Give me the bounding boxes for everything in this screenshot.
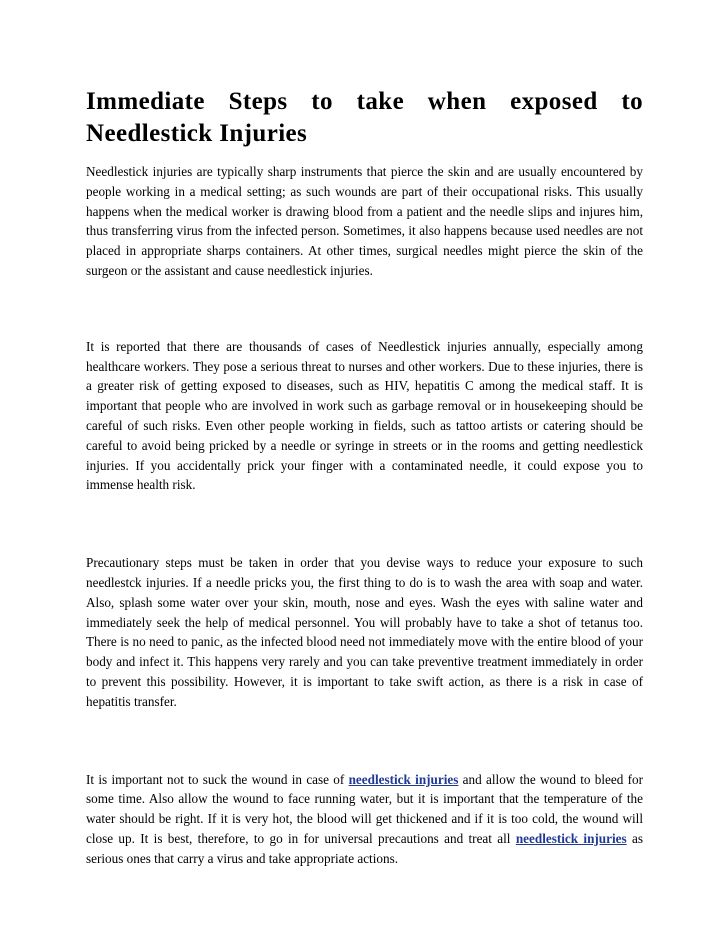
document-page [86,86,643,869]
document-title-line-2: Needlestick Injuries [86,120,308,147]
document-title-line-1: Immediate Steps to take when exposed to [86,88,643,115]
document-title [86,86,643,150]
paragraph-wound-care-text-3: as serious ones that carry a virus and take appropriate actions. [86,830,643,866]
paragraph-definition: Needlestick injuries are typically sharp instruments that pierce the skin and are usually encountered by people working in a medical setting; as such wounds are part of their occupational risks. This usually happens when the medical worker is drawing blood from a patient and the needle slips and injures him, thus transferring virus from the infected person. Sometimes, it also happens because used needles are not placed in appropriate sharps containers. At other times, surgical needles might pierce the skin of the surgeon or the assistant and cause needlestick injuries. [86,164,643,278]
needlestick-injuries-link-2[interactable]: needlestick injuries [515,830,627,846]
paragraph-statistics: It is reported that there are thousands of cases of Needlestick injuries annually, especially among healthcare workers. They pose a serious threat to nurses and other workers. Due to these injuries, there is a greater risk of getting exposed to diseases, such as HIV, hepatitis C among the medical staff. It is important that people who are involved in work such as garbage removal or in housekeeping should be careful of such risks. Even other people working in fields, such as tattoo artists or catering should be careful to avoid being pricked by a needle or syringe in streets or in the rooms and getting needlestick injuries. If you accidentally prick your finger with a contaminated needle, it could expose you to immense health risk. [86,338,643,493]
paragraph-wound-care-text-1: It is important not to suck the wound in case of [86,771,349,787]
paragraph-wound-care-text-2: and allow the wound to bleed for some time. Also allow the wound to face running water, but it is important that the temperature of the water should be right. If it is very hot, the blood will get thickened and if it is too cold, the wound will close up. It is best, therefore, to go in for universal precautions and treat all [86,771,643,846]
paragraph-precautions: Precautionary steps must be taken in order that you devise ways to reduce your exposure to such needlestck injuries. If a needle pricks you, the first thing to do is to wash the area with soap and water. Also, splash some water over your skin, mouth, nose and eyes. Wash the eyes with saline water and immediately seek the help of medical personnel. You will probably have to take a shot of tetanus too. There is no need to panic, as the infected blood need not immediately move with the entire blood of your body and infect it. This happens very rarely and you can take preventive treatment immediately in order to prevent this possibility. However, it is important to take swift action, as there is a risk in case of hepatitis transfer. [86,555,643,709]
needlestick-injuries-link[interactable]: needlestick injuries [348,771,459,787]
paragraph-wound-care [86,770,643,869]
